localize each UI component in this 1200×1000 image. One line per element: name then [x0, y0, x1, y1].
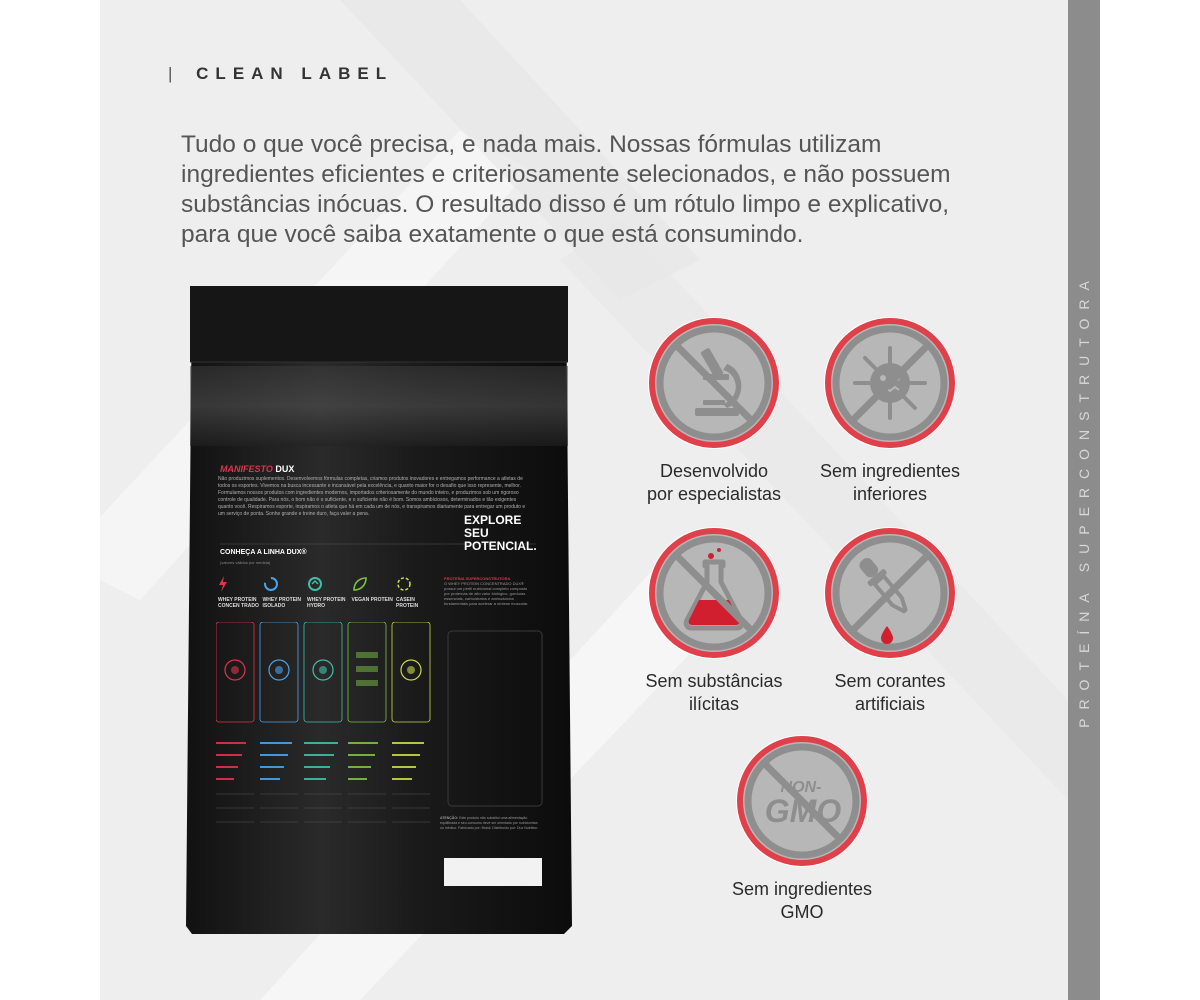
intro-line: substâncias inócuas. O resultado disso é um rótulo limpo e explicativo, — [181, 191, 950, 218]
protein-info-body: O WHEY PROTEIN CONCENTRADO DUX® possui um perfil nutricional completo composto por proteínas de alto valor biológico, gorduras essenciais, carboidratos e aminoácidos fundamentais para acelerar a síntese muscular. — [444, 581, 529, 606]
section-divider: | — [168, 64, 173, 83]
leaf-icon — [352, 576, 368, 592]
moon-icon — [396, 576, 412, 592]
column-vegan — [348, 622, 386, 722]
column-casein — [392, 622, 430, 722]
non-gmo-icon — [731, 730, 873, 872]
column-hydro — [304, 622, 342, 722]
product-label: CASEIN PROTEIN — [396, 597, 419, 609]
protein-info — [444, 576, 534, 606]
gmo-text: GMO — [764, 793, 842, 829]
section-label — [168, 64, 393, 84]
product-line-note: (valores válidos por medida) — [220, 560, 271, 565]
product-label: VEGAN PROTEIN — [351, 597, 393, 603]
legal-text — [440, 816, 540, 831]
product-label: WHEY PROTEIN CONCEN TRADO — [218, 597, 259, 609]
product-icon-casein — [396, 576, 438, 609]
column-isolado — [260, 622, 298, 722]
manifesto-brand: DUX — [275, 464, 295, 474]
product-comparison-graphic — [216, 622, 432, 942]
product-icon-vegan — [352, 576, 394, 609]
dropper-icon — [819, 522, 961, 664]
manifesto-title — [220, 464, 294, 474]
badge-especialistas — [634, 312, 794, 506]
legal-title: ATENÇÃO: — [440, 816, 459, 820]
badge-ilicitas — [634, 522, 794, 716]
intro-paragraph — [181, 130, 981, 250]
nutrition-lines — [216, 794, 430, 822]
lightning-icon — [218, 576, 228, 592]
non-text: NON- — [780, 779, 822, 796]
product-label: WHEY PROTEIN HYDRO — [307, 597, 346, 609]
side-banner — [1068, 0, 1100, 1000]
product-label: WHEY PROTEIN ISOLADO — [262, 597, 302, 609]
microscope-icon — [643, 312, 785, 454]
protein-info-title: PROTEÍNA SUPERCONSTRUTORA — [444, 576, 511, 581]
product-line-heading: CONHEÇA A LINHA DUX® — [220, 549, 307, 556]
virus-icon — [819, 312, 961, 454]
nutrition-bars — [216, 742, 424, 780]
product-icon-concentrado — [218, 576, 260, 609]
product-package — [186, 286, 572, 934]
badge-label: Sem substâncias ilícitas — [645, 671, 783, 714]
side-banner-text: PROTEÍNA SUPERCONSTRUTORA — [1076, 272, 1092, 728]
badge-corantes — [810, 522, 970, 716]
intro-line: ingredientes eficientes e criteriosamente selecionados, e não possuem — [181, 161, 951, 188]
manifesto-title-text: MANIFESTO — [220, 464, 273, 474]
explore-tagline: EXPLORE SEU POTENCIAL. — [464, 513, 537, 553]
flask-icon — [643, 522, 785, 664]
manifesto-body: Não produzimos suplementos. Desenvolvemos fórmulas completas, criamos produtos inovadores e entregamos performance a atletas de todos os esportes. Vivemos na busca incessante e incansável pela excelência, e quanto maior for o desafio que isso represente, melhor. Formulamos nossos produtos com ingredientes modernos, importados criteriosamente do mundo inteiro, e produzimos sob um rigoroso controle de qualidade. Para nós, o bom não é o suficiente, e o suficiente não é bom. Somos ambiciosos, determinados e tão exigentes quanto você. Respiramos esporte, inspiramos o atleta que há em cada um de nós, e transpiramos diariamente para entregar um produto e um serviço de ponta. Sonhe grande e treine duro, faça valer a pena. — [218, 476, 526, 517]
column-concentrado — [216, 622, 254, 722]
badge-label: Desenvolvido por especialistas — [646, 461, 782, 504]
swirl-icon — [263, 576, 279, 592]
legal-body: Este produto não substitui uma alimentação equilibrada e seu consumo deve ser orientado por nutricionista ou médico. Fabricado por: Brasil. Distribuído por: Dux Nutrition. — [440, 816, 539, 830]
badge-gmo — [722, 730, 882, 924]
product-icon-hydro — [307, 576, 349, 609]
badge-label: Sem ingredientes GMO — [731, 879, 873, 922]
badge-label: Sem corantes artificiais — [834, 671, 946, 714]
cycle-icon — [307, 576, 323, 592]
intro-line: Tudo o que você precisa, e nada mais. Nossas fórmulas utilizam — [181, 131, 882, 158]
badge-inferiores — [810, 312, 970, 506]
intro-line: para que você saiba exatamente o que está consumindo. — [181, 221, 804, 248]
badge-label: Sem ingredientes inferiores — [819, 461, 961, 504]
product-icon-isolado — [263, 576, 305, 609]
product-icons-row — [218, 576, 438, 609]
section-title: CLEAN LABEL — [196, 64, 394, 83]
